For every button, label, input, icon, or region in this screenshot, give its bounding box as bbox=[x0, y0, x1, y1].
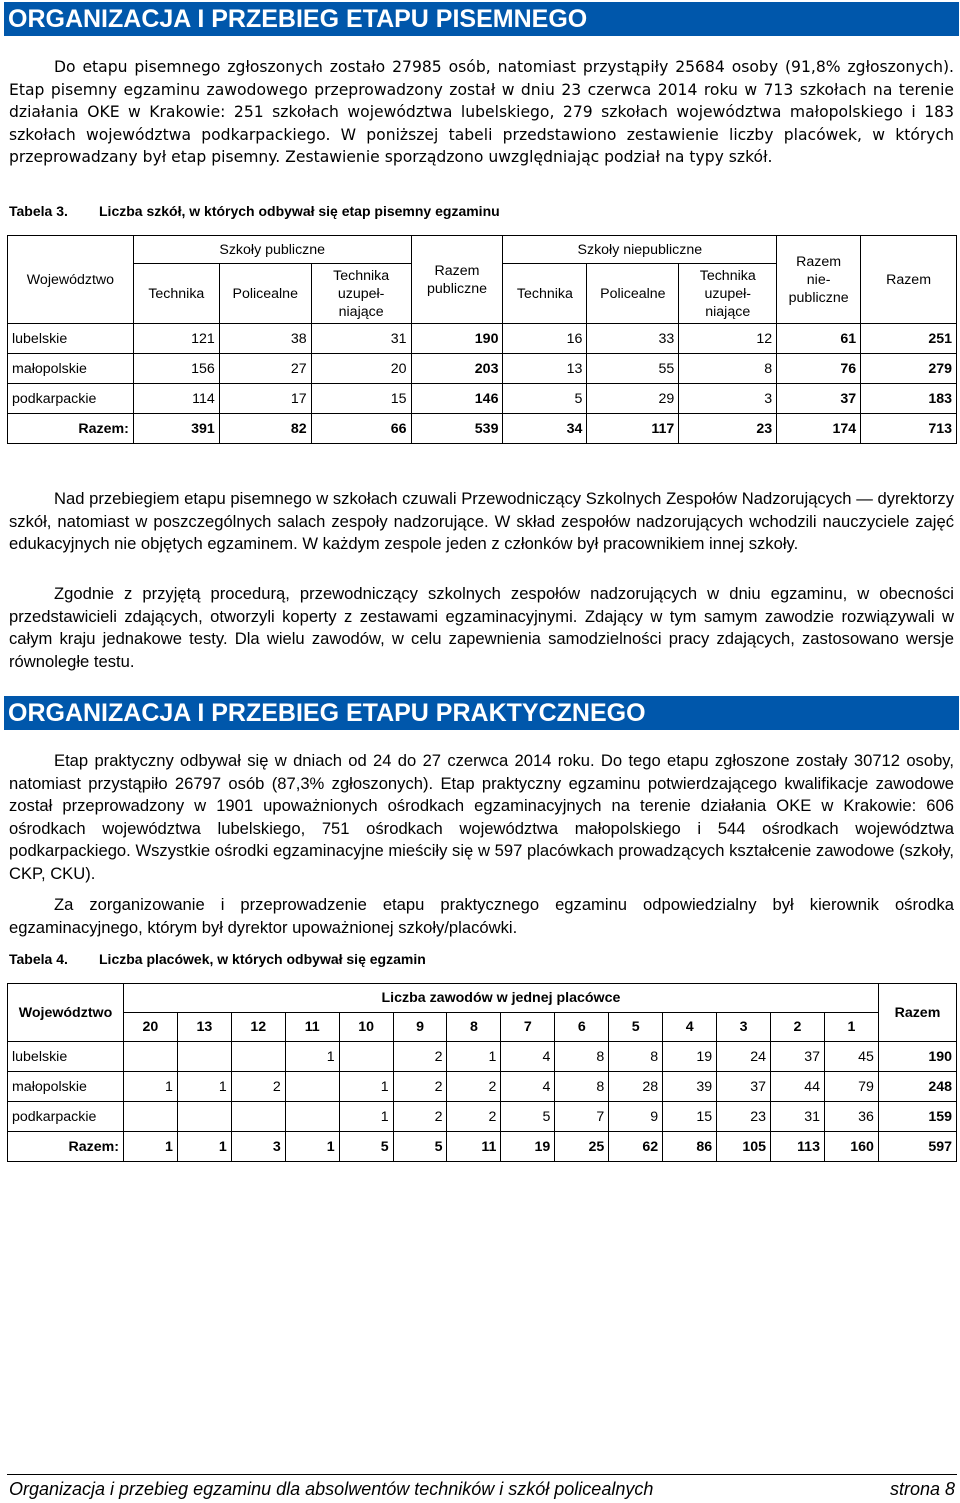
col-header-policealne: Policealne bbox=[219, 264, 311, 324]
table-row: małopolskie 1 1 2 1 2 2 4 8 28 39 37 44 79 248 bbox=[8, 1072, 957, 1102]
organizer-paragraph: Za zorganizowanie i przeprowadzenie etapu praktycznego egzaminu odpowiedzialny był kierownik ośrodka egzaminacyjnego, którym był dyrektor upoważnionej szkoły/placówki. bbox=[9, 895, 954, 937]
table3-caption bbox=[9, 203, 500, 219]
practical-paragraph: Etap praktyczny odbywał się w dniach od 24 do 27 czerwca 2014 roku. Do tego etapu zgłoszone zostały 30712 osoby, natomiast przystąpiło 26797 osób (87,3% zgłoszonych). Etap praktyczny egzaminu potwierdzającego kwalifikacje zawodowe został przeprowadzony w 1901 upoważnionych ośrodkach egzaminacyjnych na terenie działania OKE w Krakowie: 606 ośrodkach województwa lubelskiego, 751 ośrodkach województwa małopolskiego i 544 ośrodkach województwa podkarpackiego. Wszystkie ośrodki egzaminacyjne mieściły się w 597 placówkach prowadzących kształcenie zawodowe (szkoły, CKP, CKU). bbox=[9, 751, 954, 883]
table4-title: Liczba placówek, w których odbywał się egzamin bbox=[99, 951, 426, 967]
col-header-razem-niepubliczne: Razem nie- publiczne bbox=[777, 236, 861, 324]
col-header-razem-publiczne: Razem publiczne bbox=[411, 236, 503, 324]
table4-number: Tabela 4. bbox=[9, 951, 68, 967]
col-header-policealne-np: Policealne bbox=[587, 264, 679, 324]
col-header-technika: Technika bbox=[133, 264, 219, 324]
table-schools bbox=[7, 235, 957, 444]
col-header-razem-t4: Razem bbox=[878, 984, 956, 1042]
col-header-wojewodztwo-t4: Województwo bbox=[8, 984, 124, 1042]
page-number: strona 8 bbox=[889, 1479, 955, 1499]
table3-title: Liczba szkół, w których odbywał się etap pisemny egzaminu bbox=[99, 203, 500, 219]
table-row: podkarpackie 114 17 15 146 5 29 3 37 183 bbox=[8, 384, 957, 414]
footer-title: Organizacja i przebieg egzaminu dla absolwentów techników i szkół policealnych bbox=[9, 1479, 654, 1499]
col-group-public: Szkoły publiczne bbox=[133, 236, 411, 264]
col-header-technika-uzup-np: Technika uzupeł- niające bbox=[679, 264, 777, 324]
table3-number: Tabela 3. bbox=[9, 203, 68, 219]
section-heading-pisemny: ORGANIZACJA I PRZEBIEG ETAPU PISEMNEGO bbox=[4, 2, 959, 36]
table-total-row: Razem: 391 82 66 539 34 117 23 174 713 bbox=[8, 414, 957, 444]
col-header-technika-uzup: Technika uzupeł- niające bbox=[311, 264, 411, 324]
col-header-wojewodztwo: Województwo bbox=[8, 236, 134, 324]
table-row: lubelskie 1 2 1 4 8 8 19 24 37 45 190 bbox=[8, 1042, 957, 1072]
col-header-technika-np: Technika bbox=[503, 264, 587, 324]
table-centres: Województwo Liczba zawodów w jednej placówce Razem 20 13 12 11 10 9 8 7 6 5 4 3 2 1 lubelskie 1 2 1 4 8 8 19 24 37 45 190 małopolskie 1 1 2 1 2 2 4 8 28 39 37 44 79 248 podkarpackie 1 2 2 5 7 9 15 23 31 36 159 Razem: 1 1 3 1 5 5 11 19 25 62 86 105 113 160 597 bbox=[7, 983, 957, 1162]
col-group-nonpublic: Szkoły niepubliczne bbox=[503, 236, 777, 264]
table-row: podkarpackie 1 2 2 5 7 9 15 23 31 36 159 bbox=[8, 1102, 957, 1132]
footer-divider bbox=[7, 1474, 957, 1475]
table4-caption bbox=[9, 951, 426, 967]
col-header-razem: Razem bbox=[861, 236, 957, 324]
table-total-row: Razem: 1 1 3 1 5 5 11 19 25 62 86 105 113 160 597 bbox=[8, 1132, 957, 1162]
intro-paragraph: Do etapu pisemnego zgłoszonych zostało 27985 osób, natomiast przystąpiły 25684 osoby (91,8% zgłoszonych). Etap pisemny egzaminu zawodowego przeprowadzony został w dniu 23 czerwca 2014 roku w 713 szkołach na terenie działania OKE w Krakowie: 251 szkołach województwa lubelskiego, 279 szkołach województwa małopolskiego i 183 szkołach województwa podkarpackiego. W poniższej tabeli przedstawiono zestawienie liczby placówek, w których przeprowadzany był etap pisemny. Zestawienie sporządzono uwzględniając podział na typy szkół. bbox=[9, 58, 954, 166]
page-footer bbox=[9, 1479, 955, 1500]
table-row: lubelskie 121 38 31 190 16 33 12 61 251 bbox=[8, 324, 957, 354]
supervision-paragraph: Nad przebiegiem etapu pisemnego w szkołach czuwali Przewodniczący Szkolnych Zespołów Nadzorujących — dyrektorzy szkół, natomiast w poszczególnych salach zespoły nadzorujące. W skład zespołów nadzorujących wchodzili nauczyciele zajęć edukacyjnych nie objętych egzaminem. W każdym zespole jeden z członków był pracownikiem innej szkoły. bbox=[9, 489, 954, 553]
table-row: małopolskie 156 27 20 203 13 55 8 76 279 bbox=[8, 354, 957, 384]
section-heading-praktyczny: ORGANIZACJA I PRZEBIEG ETAPU PRAKTYCZNEGO bbox=[4, 696, 959, 730]
col-group-zawody: Liczba zawodów w jednej placówce bbox=[123, 984, 878, 1013]
procedure-paragraph: Zgodnie z przyjętą procedurą, przewodniczący szkolnych zespołów nadzorujących w dniu egzaminu, w obecności przedstawicieli zdających, otworzyli koperty z zestawami egzaminacyjnymi. Zdający w tym samym zawodzie rozwiązywali w całym kraju jednakowe testy. Dla wielu zawodów, w celu zapewnienia samodzielności pracy zdających, zastosowano wersje równoległe testu. bbox=[9, 584, 954, 671]
